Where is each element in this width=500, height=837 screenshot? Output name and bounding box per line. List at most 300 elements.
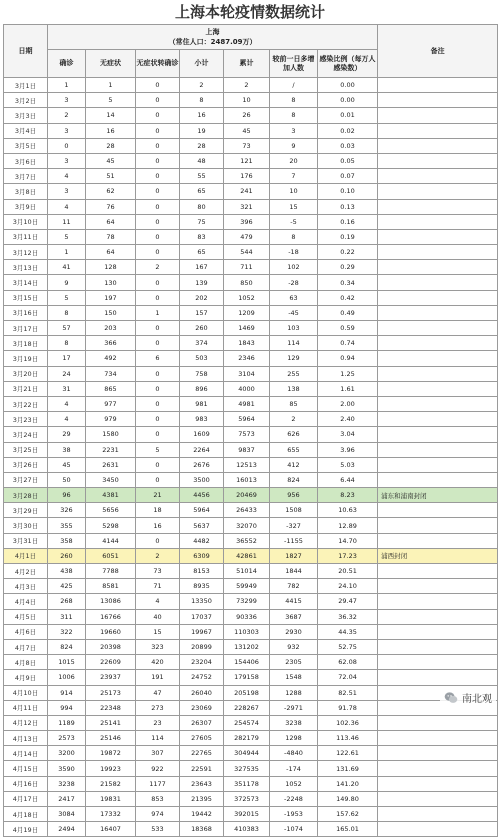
cell-confirmed: 31	[48, 381, 86, 396]
cell-note	[378, 321, 498, 336]
cell-daily-change: 15	[270, 199, 318, 214]
cell-infection-ratio: 2.00	[318, 396, 378, 411]
cell-cumulative: 154406	[224, 655, 270, 670]
cell-infection-ratio: 102.36	[318, 715, 378, 730]
cell-date: 3月4日	[4, 123, 48, 138]
cell-date: 4月2日	[4, 564, 48, 579]
cell-note	[378, 791, 498, 806]
cell-infection-ratio: 2.40	[318, 412, 378, 427]
cell-date: 3月20日	[4, 366, 48, 381]
cell-cumulative: 2	[224, 78, 270, 93]
col-confirmed: 确诊	[48, 50, 86, 78]
cell-cumulative: 12513	[224, 457, 270, 472]
cell-asym-to-confirmed: 1177	[136, 776, 180, 791]
cell-subtotal: 8	[180, 93, 224, 108]
cell-asymptomatic: 16407	[86, 822, 136, 837]
cell-note	[378, 776, 498, 791]
cell-subtotal: 24752	[180, 670, 224, 685]
table-row	[4, 533, 498, 548]
cell-cumulative: 1209	[224, 305, 270, 320]
cell-asym-to-confirmed: 73	[136, 564, 180, 579]
cell-infection-ratio: 0.42	[318, 290, 378, 305]
cell-asym-to-confirmed: 307	[136, 746, 180, 761]
cell-asymptomatic: 51	[86, 169, 136, 184]
cell-asymptomatic: 5	[86, 93, 136, 108]
cell-asymptomatic: 23937	[86, 670, 136, 685]
cell-infection-ratio: 0.01	[318, 108, 378, 123]
cell-asymptomatic: 64	[86, 214, 136, 229]
cell-infection-ratio: 82.51	[318, 685, 378, 700]
cell-asymptomatic: 45	[86, 153, 136, 168]
cell-confirmed: 824	[48, 639, 86, 654]
cell-infection-ratio: 3.04	[318, 427, 378, 442]
table-row	[4, 807, 498, 822]
cell-cumulative: 4981	[224, 396, 270, 411]
cell-asym-to-confirmed: 922	[136, 761, 180, 776]
cell-infection-ratio: 0.05	[318, 153, 378, 168]
table-row	[4, 624, 498, 639]
cell-cumulative: 179158	[224, 670, 270, 685]
cell-asymptomatic: 64	[86, 245, 136, 260]
table-row	[4, 700, 498, 715]
cell-cumulative: 3104	[224, 366, 270, 381]
cell-note: 浦东和浦南封闭	[378, 488, 498, 503]
cell-confirmed: 438	[48, 564, 86, 579]
cell-asym-to-confirmed: 0	[136, 533, 180, 548]
cell-date: 3月7日	[4, 169, 48, 184]
cell-note	[378, 336, 498, 351]
cell-cumulative: 321	[224, 199, 270, 214]
cell-date: 3月21日	[4, 381, 48, 396]
cell-cumulative: 45	[224, 123, 270, 138]
cell-confirmed: 260	[48, 548, 86, 563]
cell-cumulative: 26433	[224, 503, 270, 518]
cell-subtotal: 19	[180, 123, 224, 138]
cell-cumulative: 16013	[224, 472, 270, 487]
cell-date: 3月14日	[4, 275, 48, 290]
cell-daily-change: -4840	[270, 746, 318, 761]
cell-date: 3月9日	[4, 199, 48, 214]
cell-confirmed: 4	[48, 199, 86, 214]
cell-cumulative: 4000	[224, 381, 270, 396]
cell-asymptomatic: 130	[86, 275, 136, 290]
cell-asym-to-confirmed: 0	[136, 381, 180, 396]
cell-confirmed: 3590	[48, 761, 86, 776]
cell-asym-to-confirmed: 420	[136, 655, 180, 670]
cell-confirmed: 57	[48, 321, 86, 336]
cell-subtotal: 26307	[180, 715, 224, 730]
cell-asym-to-confirmed: 191	[136, 670, 180, 685]
cell-infection-ratio: 0.02	[318, 123, 378, 138]
cell-cumulative: 850	[224, 275, 270, 290]
cell-note	[378, 564, 498, 579]
cell-date: 3月5日	[4, 138, 48, 153]
table-row	[4, 776, 498, 791]
cell-confirmed: 1	[48, 78, 86, 93]
cell-asymptomatic: 19660	[86, 624, 136, 639]
cell-asymptomatic: 76	[86, 199, 136, 214]
cell-asym-to-confirmed: 2	[136, 260, 180, 275]
cell-cumulative: 176	[224, 169, 270, 184]
table-row	[4, 685, 498, 700]
cell-confirmed: 5	[48, 290, 86, 305]
population-note: （常住人口：2487.09万）	[168, 38, 257, 46]
cell-asymptomatic: 865	[86, 381, 136, 396]
cell-date: 3月28日	[4, 488, 48, 503]
cell-asymptomatic: 4144	[86, 533, 136, 548]
cell-infection-ratio: 149.80	[318, 791, 378, 806]
cell-infection-ratio: 0.94	[318, 351, 378, 366]
cell-date: 4月15日	[4, 761, 48, 776]
cell-date: 4月5日	[4, 609, 48, 624]
cell-confirmed: 3	[48, 184, 86, 199]
table-row	[4, 791, 498, 806]
table-row	[4, 579, 498, 594]
cell-asym-to-confirmed: 0	[136, 290, 180, 305]
cell-asymptomatic: 366	[86, 336, 136, 351]
cell-infection-ratio: 0.13	[318, 199, 378, 214]
cell-asymptomatic: 197	[86, 290, 136, 305]
table-row	[4, 396, 498, 411]
cell-confirmed: 322	[48, 624, 86, 639]
cell-note	[378, 412, 498, 427]
cell-asym-to-confirmed: 71	[136, 579, 180, 594]
cell-note	[378, 639, 498, 654]
wechat-logo-icon	[444, 691, 458, 705]
table-row	[4, 381, 498, 396]
table-row	[4, 78, 498, 93]
cell-note	[378, 153, 498, 168]
cell-subtotal: 8153	[180, 564, 224, 579]
cell-date: 4月4日	[4, 594, 48, 609]
cell-daily-change: 3238	[270, 715, 318, 730]
cell-date: 3月22日	[4, 396, 48, 411]
cell-cumulative: 9837	[224, 442, 270, 457]
cell-note	[378, 655, 498, 670]
cell-confirmed: 41	[48, 260, 86, 275]
cell-date: 3月31日	[4, 533, 48, 548]
cell-confirmed: 17	[48, 351, 86, 366]
cell-subtotal: 22765	[180, 746, 224, 761]
cell-asym-to-confirmed: 0	[136, 366, 180, 381]
table-row	[4, 108, 498, 123]
cell-confirmed: 2	[48, 108, 86, 123]
cell-asymptomatic: 19872	[86, 746, 136, 761]
cell-date: 4月18日	[4, 807, 48, 822]
cell-subtotal: 48	[180, 153, 224, 168]
page-title: 上海本轮疫情数据统计	[0, 0, 500, 24]
table-row	[4, 442, 498, 457]
cell-daily-change: 2	[270, 412, 318, 427]
cell-asym-to-confirmed: 0	[136, 138, 180, 153]
cell-cumulative: 131202	[224, 639, 270, 654]
table-row	[4, 366, 498, 381]
cell-daily-change: 129	[270, 351, 318, 366]
table-row	[4, 153, 498, 168]
cell-date: 3月27日	[4, 472, 48, 487]
cell-infection-ratio: 0.59	[318, 321, 378, 336]
cell-subtotal: 28	[180, 138, 224, 153]
cell-daily-change: 10	[270, 184, 318, 199]
cell-date: 3月25日	[4, 442, 48, 457]
cell-cumulative: 544	[224, 245, 270, 260]
cell-subtotal: 23643	[180, 776, 224, 791]
cell-note	[378, 123, 498, 138]
cell-daily-change: 824	[270, 472, 318, 487]
cell-cumulative: 7573	[224, 427, 270, 442]
table-row	[4, 321, 498, 336]
cell-cumulative: 351178	[224, 776, 270, 791]
cell-subtotal: 758	[180, 366, 224, 381]
cell-daily-change: -1155	[270, 533, 318, 548]
cell-daily-change: -1074	[270, 822, 318, 837]
cell-cumulative: 396	[224, 214, 270, 229]
table-row	[4, 639, 498, 654]
cell-asym-to-confirmed: 0	[136, 412, 180, 427]
cell-note	[378, 670, 498, 685]
cell-asymptomatic: 78	[86, 229, 136, 244]
cell-daily-change: 9	[270, 138, 318, 153]
cell-cumulative: 1469	[224, 321, 270, 336]
cell-infection-ratio: 0.00	[318, 93, 378, 108]
cell-confirmed: 4	[48, 412, 86, 427]
table-row	[4, 472, 498, 487]
cell-asym-to-confirmed: 16	[136, 518, 180, 533]
cell-subtotal: 981	[180, 396, 224, 411]
table-row	[4, 715, 498, 730]
cell-asym-to-confirmed: 974	[136, 807, 180, 822]
cell-daily-change: 2930	[270, 624, 318, 639]
cell-confirmed: 1015	[48, 655, 86, 670]
cell-cumulative: 241	[224, 184, 270, 199]
cell-cumulative: 1843	[224, 336, 270, 351]
cell-subtotal: 2676	[180, 457, 224, 472]
col-subtotal: 小计	[180, 50, 224, 78]
cell-confirmed: 38	[48, 442, 86, 457]
table-row	[4, 305, 498, 320]
cell-infection-ratio: 0.07	[318, 169, 378, 184]
cell-confirmed: 8	[48, 305, 86, 320]
cell-daily-change: /	[270, 78, 318, 93]
cell-asymptomatic: 25141	[86, 715, 136, 730]
cell-subtotal: 503	[180, 351, 224, 366]
cell-note	[378, 579, 498, 594]
cell-subtotal: 260	[180, 321, 224, 336]
cell-subtotal: 4456	[180, 488, 224, 503]
cell-infection-ratio: 0.29	[318, 260, 378, 275]
cell-daily-change: 102	[270, 260, 318, 275]
cell-cumulative: 110303	[224, 624, 270, 639]
cell-note: 浦西封闭	[378, 548, 498, 563]
cell-date: 3月24日	[4, 427, 48, 442]
cell-confirmed: 3	[48, 123, 86, 138]
cell-cumulative: 372573	[224, 791, 270, 806]
cell-daily-change: 8	[270, 229, 318, 244]
cell-asymptomatic: 13086	[86, 594, 136, 609]
cell-asymptomatic: 17332	[86, 807, 136, 822]
cell-infection-ratio: 72.04	[318, 670, 378, 685]
cell-date: 3月16日	[4, 305, 48, 320]
cell-infection-ratio: 0.19	[318, 229, 378, 244]
cell-confirmed: 50	[48, 472, 86, 487]
cell-daily-change: 956	[270, 488, 318, 503]
cell-daily-change: 1508	[270, 503, 318, 518]
cell-date: 4月7日	[4, 639, 48, 654]
table-row	[4, 275, 498, 290]
cell-confirmed: 5	[48, 229, 86, 244]
cell-asym-to-confirmed: 0	[136, 184, 180, 199]
cell-daily-change: 20	[270, 153, 318, 168]
cell-daily-change: 626	[270, 427, 318, 442]
cell-infection-ratio: 165.01	[318, 822, 378, 837]
cell-asymptomatic: 19923	[86, 761, 136, 776]
cell-daily-change: 138	[270, 381, 318, 396]
cell-daily-change: -28	[270, 275, 318, 290]
cell-asym-to-confirmed: 21	[136, 488, 180, 503]
cell-daily-change: 3687	[270, 609, 318, 624]
cell-subtotal: 19967	[180, 624, 224, 639]
cell-asym-to-confirmed: 0	[136, 229, 180, 244]
cell-cumulative: 121	[224, 153, 270, 168]
cell-daily-change: -1953	[270, 807, 318, 822]
cell-infection-ratio: 5.03	[318, 457, 378, 472]
cell-daily-change: 1052	[270, 776, 318, 791]
cell-asym-to-confirmed: 6	[136, 351, 180, 366]
cell-asym-to-confirmed: 40	[136, 609, 180, 624]
cell-subtotal: 202	[180, 290, 224, 305]
cell-date: 4月11日	[4, 700, 48, 715]
cell-asymptomatic: 128	[86, 260, 136, 275]
cell-confirmed: 994	[48, 700, 86, 715]
cell-confirmed: 96	[48, 488, 86, 503]
cell-asym-to-confirmed: 0	[136, 153, 180, 168]
cell-asym-to-confirmed: 0	[136, 169, 180, 184]
cell-confirmed: 3084	[48, 807, 86, 822]
table-row	[4, 731, 498, 746]
cell-daily-change: 4415	[270, 594, 318, 609]
cell-asymptomatic: 979	[86, 412, 136, 427]
cell-subtotal: 896	[180, 381, 224, 396]
cell-subtotal: 4482	[180, 533, 224, 548]
cell-infection-ratio: 36.32	[318, 609, 378, 624]
cell-daily-change: 655	[270, 442, 318, 457]
cell-daily-change: 3	[270, 123, 318, 138]
cell-date: 4月3日	[4, 579, 48, 594]
cell-cumulative: 410383	[224, 822, 270, 837]
cell-note	[378, 807, 498, 822]
cell-asym-to-confirmed: 4	[136, 594, 180, 609]
cell-note	[378, 472, 498, 487]
cell-confirmed: 3	[48, 93, 86, 108]
cell-infection-ratio: 157.62	[318, 807, 378, 822]
cell-confirmed: 3	[48, 153, 86, 168]
cell-daily-change: 85	[270, 396, 318, 411]
cell-confirmed: 358	[48, 533, 86, 548]
cell-note	[378, 169, 498, 184]
cell-note	[378, 746, 498, 761]
cell-infection-ratio: 0.34	[318, 275, 378, 290]
cell-daily-change: 1548	[270, 670, 318, 685]
cell-confirmed: 1189	[48, 715, 86, 730]
cell-asym-to-confirmed: 47	[136, 685, 180, 700]
cell-note	[378, 381, 498, 396]
table-row	[4, 548, 498, 563]
cell-subtotal: 27605	[180, 731, 224, 746]
cell-confirmed: 914	[48, 685, 86, 700]
cell-note	[378, 731, 498, 746]
cell-asymptomatic: 203	[86, 321, 136, 336]
cell-asym-to-confirmed: 0	[136, 427, 180, 442]
date-header: 日期	[4, 25, 48, 78]
cell-date: 3月13日	[4, 260, 48, 275]
cell-date: 4月8日	[4, 655, 48, 670]
cell-daily-change: 932	[270, 639, 318, 654]
cell-confirmed: 425	[48, 579, 86, 594]
cell-daily-change: -18	[270, 245, 318, 260]
cell-asymptomatic: 492	[86, 351, 136, 366]
cell-date: 4月10日	[4, 685, 48, 700]
cell-asym-to-confirmed: 0	[136, 336, 180, 351]
cell-note	[378, 351, 498, 366]
cell-infection-ratio: 14.70	[318, 533, 378, 548]
cell-confirmed: 9	[48, 275, 86, 290]
table-row	[4, 184, 498, 199]
cell-asym-to-confirmed: 114	[136, 731, 180, 746]
cell-asymptomatic: 7788	[86, 564, 136, 579]
cell-note	[378, 624, 498, 639]
cell-asymptomatic: 20398	[86, 639, 136, 654]
cell-subtotal: 8935	[180, 579, 224, 594]
cell-asymptomatic: 1	[86, 78, 136, 93]
cell-asym-to-confirmed: 23	[136, 715, 180, 730]
cell-infection-ratio: 12.89	[318, 518, 378, 533]
cell-asymptomatic: 25146	[86, 731, 136, 746]
cell-note	[378, 184, 498, 199]
cell-subtotal: 374	[180, 336, 224, 351]
cell-asym-to-confirmed: 15	[136, 624, 180, 639]
cell-cumulative: 392015	[224, 807, 270, 822]
cell-note	[378, 199, 498, 214]
cell-asymptomatic: 977	[86, 396, 136, 411]
table-row	[4, 169, 498, 184]
cell-infection-ratio: 0.22	[318, 245, 378, 260]
cell-daily-change: 63	[270, 290, 318, 305]
cell-subtotal: 2264	[180, 442, 224, 457]
cell-asymptomatic: 2631	[86, 457, 136, 472]
cell-date: 4月12日	[4, 715, 48, 730]
cell-infection-ratio: 6.44	[318, 472, 378, 487]
cell-cumulative: 26	[224, 108, 270, 123]
cell-date: 3月30日	[4, 518, 48, 533]
cell-infection-ratio: 29.47	[318, 594, 378, 609]
cell-infection-ratio: 131.69	[318, 761, 378, 776]
col-cumulative: 累计	[224, 50, 270, 78]
cell-date: 3月17日	[4, 321, 48, 336]
cell-cumulative: 36552	[224, 533, 270, 548]
cell-infection-ratio: 8.23	[318, 488, 378, 503]
cell-cumulative: 32070	[224, 518, 270, 533]
cell-asymptomatic: 6051	[86, 548, 136, 563]
cell-asymptomatic: 4381	[86, 488, 136, 503]
cell-infection-ratio: 141.20	[318, 776, 378, 791]
cell-note	[378, 457, 498, 472]
cell-confirmed: 1	[48, 245, 86, 260]
table-row	[4, 503, 498, 518]
col-daily-change: 较前一日多增加人数	[270, 50, 318, 78]
cell-note	[378, 290, 498, 305]
cell-subtotal: 83	[180, 229, 224, 244]
table-row	[4, 670, 498, 685]
